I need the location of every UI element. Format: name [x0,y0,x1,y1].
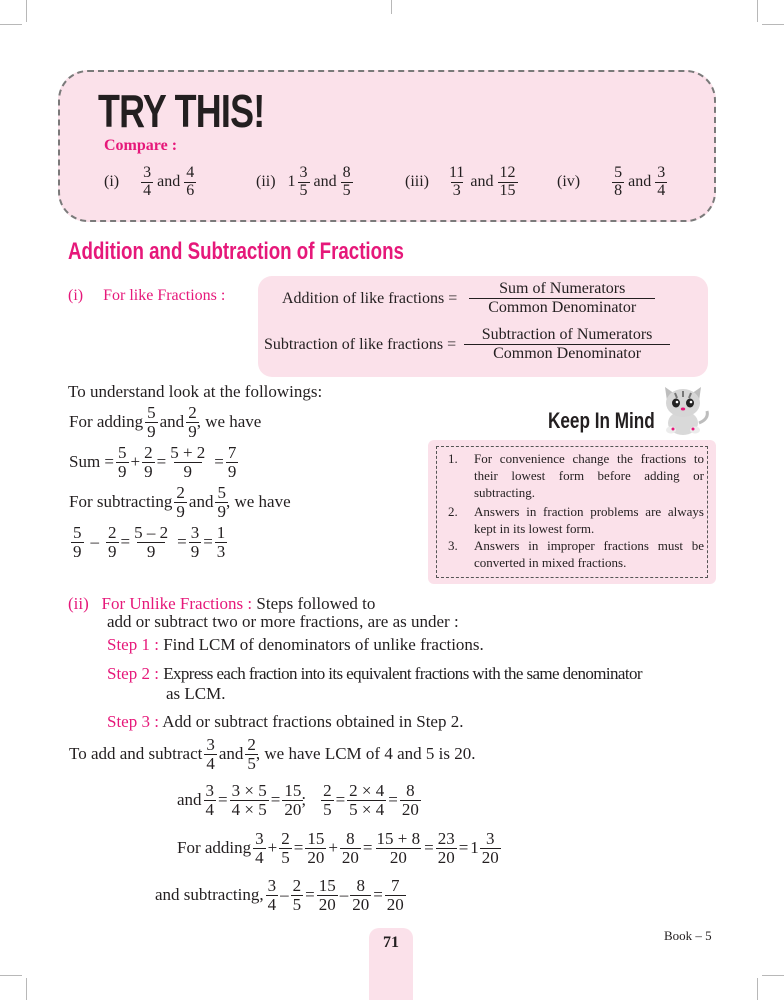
crop-mark [757,978,758,1000]
compare-item-iii: (iii) $\frac{11}{3}$ and $\frac{12}{15}$ [405,163,516,199]
formula-fraction: $\frac{\text{Sum of Numerators}}{\text{Common Denominator}}$ [469,280,655,318]
keep-in-mind-item: 3. Answers in improper fractions must be converted in mixed fractions. [448,538,704,570]
keep-in-mind-item: 2. Answers in fraction problems are always kept in its lowest form. [448,504,704,536]
step-3: Step 3 : Add or subtract fractions obtained in Step 2. [107,712,464,731]
unlike-fractions-heading: (ii) For Unlike Fractions : Steps followed to [68,594,376,613]
crop-mark [26,0,27,22]
adding-line: For adding $\frac{5}{9}$ and $\frac{2}{9}$ , we have [69,403,262,441]
subtraction-formula: Subtraction of like fractions = $\frac{\text{Subtraction of Numerators}}{\text{Common Denominator}}$ [264,326,670,364]
step-2-continued: as LCM. [166,684,226,703]
compare-item-ii: (ii) 1 $\frac{3}{5}$ and $\frac{8}{5}$ [256,163,351,199]
book-label: Book – 5 [664,928,712,943]
fraction: $\frac{3}{5}$ [299,163,308,199]
crop-mark [757,0,758,22]
fraction: $\frac{4}{6}$ [186,163,195,199]
adding-unlike-equation: For adding $\frac{3}{4}$ + $\frac{2}{5}$ = $\frac{15}{20}$ + $\frac{8}{20}$ = $\frac{15 + 8}{20}$ = $\frac{23}{20}$ = 1 $\frac{3}{20}$ [177,829,499,867]
compare-item-iv: (iv) $\frac{5}{8}$ and $\frac{3}{4}$ [557,163,666,199]
crop-mark [0,975,22,976]
sum-equation: Sum = $\frac{5}{9}$ + $\frac{2}{9}$ = $\frac{5 + 2}{9}$ = $\frac{7}{9}$ [69,443,237,481]
subtracting-unlike-equation: and subtracting, $\frac{3}{4}$ – $\frac{2}{5}$ = $\frac{15}{20}$ – $\frac{8}{20}$ = $\frac{7}{20}$ [155,876,404,914]
keep-in-mind-title: Keep In Mind [548,408,655,433]
equivalent-fractions-equation: and $\frac{3}{4}$ = $\frac{3 \times 5}{4 \times 5}$ = $\frac{15}{20}$ ; $\frac{2}{5}$ = $\frac{2 \times 4}{5 \times 4}$ = $\frac{8}{20}$ [177,781,419,819]
fraction: $\frac{3}{4}$ [143,163,152,199]
fraction: $\frac{3}{4}$ [657,163,666,199]
fraction: $\frac{12}{15}$ [499,163,516,199]
kitten-mascot-icon [655,381,711,437]
step-2: Step 2 : Express each fraction into its equivalent fractions with the same denominator [107,664,642,683]
crop-mark [391,0,392,14]
unlike-fractions-intro: add or subtract two or more fractions, are as under : [107,612,459,631]
fraction: $\frac{8}{5}$ [342,163,351,199]
page-number: 71 [383,934,399,951]
formula-fraction: $\frac{\text{Subtraction of Numerators}}{\text{Common Denominator}}$ [464,326,670,364]
fraction: $\frac{11}{3}$ [449,163,465,199]
try-this-title: TRY THIS! [98,85,265,137]
step-1: Step 1 : Find LCM of denominators of unlike fractions. [107,635,484,654]
unlike-example-line: To add and subtract $\frac{3}{4}$ and $\frac{2}{5}$ , we have LCM of 4 and 5 is 20. [69,735,476,773]
crop-mark [26,978,27,1000]
subtracting-line: For subtracting $\frac{2}{9}$ and $\frac{5}{9}$ , we have [69,483,291,521]
keep-in-mind-item: 1. For convenience change the fractions to their lowest form before adding or subtracting. [448,451,704,500]
crop-mark [762,24,784,25]
crop-mark [762,975,784,976]
difference-equation: $\frac{5}{9}$ – $\frac{2}{9}$ = $\frac{5 - 2}{9}$ = $\frac{3}{9}$ = $\frac{1}{3}$ [73,523,226,561]
addition-formula: Addition of like fractions = $\frac{\text{Sum of Numerators}}{\text{Common Denominator}}$ [282,280,655,318]
compare-label: Compare : [104,137,178,154]
fraction: $\frac{5}{8}$ [614,163,623,199]
section-heading: Addition and Subtraction of Fractions [68,238,404,265]
compare-item-i: (i) $\frac{3}{4}$ and $\frac{4}{6}$ [104,163,195,199]
crop-mark [0,24,22,25]
like-fractions-label: (i) For like Fractions : [68,287,226,304]
unlike-fractions-label: (ii) For Unlike Fractions : [68,594,253,613]
example-intro: To understand look at the followings: [68,382,323,401]
